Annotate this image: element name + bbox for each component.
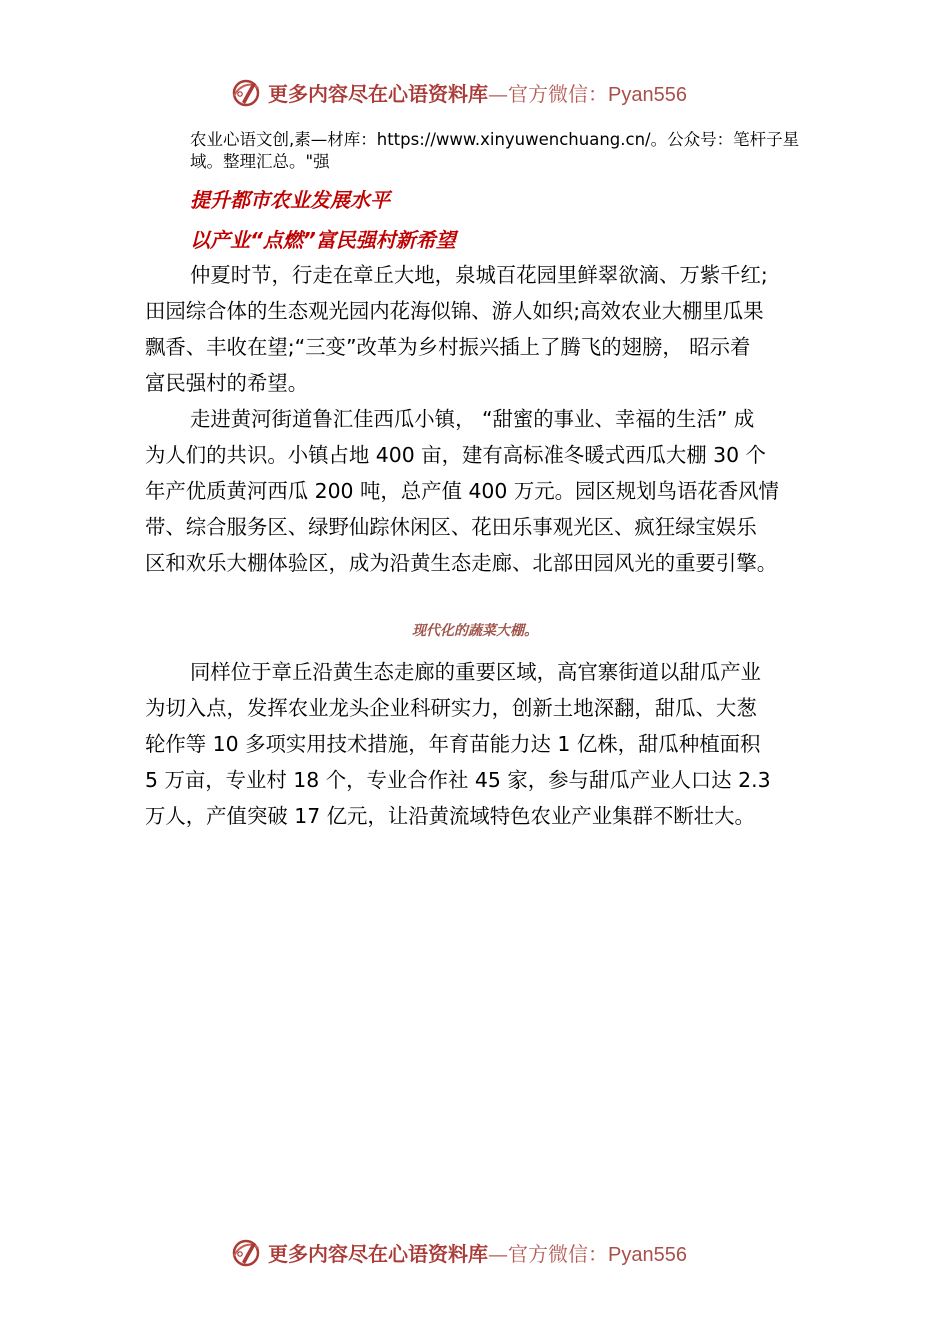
- banner-wechat-id: Pyan556: [608, 83, 687, 106]
- pen-swirl-logo-icon: [228, 1234, 264, 1270]
- banner-sub-text: —官方微信：: [488, 81, 608, 106]
- paragraph-2: [145, 401, 813, 581]
- image-caption: 现代化的蔬菜大棚。: [412, 623, 538, 639]
- banner-main-text: 更多内容尽在心语资料库: [268, 81, 488, 106]
- banner-wechat-id: Pyan556: [608, 1243, 687, 1266]
- paragraph-line: 年产优质黄河西瓜 200 吨，总产值 400 万元。园区规划鸟语花香风情: [145, 479, 779, 503]
- paragraph-line: 区和欢乐大棚体验区，成为沿黄生态走廊、北部田园风光的重要引擎。: [145, 551, 778, 575]
- pen-swirl-logo-icon: [228, 74, 264, 110]
- footer-banner: [228, 1232, 728, 1272]
- paragraph-line: 仲夏时节，行走在章丘大地，泉城百花园里鲜翠欲滴、万紫千红;: [190, 263, 768, 287]
- banner-text: [268, 78, 687, 107]
- banner-sub-text: —官方微信：: [488, 1241, 608, 1266]
- header-banner: [228, 72, 728, 112]
- paragraph-line: 走进黄河街道鲁汇佳西瓜小镇， “甜蜜的事业、幸福的生活” 成: [190, 407, 755, 431]
- paragraph-line: 带、综合服务区、绿野仙踪休闲区、花田乐事观光区、疯狂绿宝娱乐: [145, 515, 757, 539]
- paragraph-line: 为切入点，发挥农业龙头企业科研实力，创新土地深翻，甜瓜、大葱: [145, 696, 757, 720]
- paragraph-line: 5 万亩，专业村 18 个，专业合作社 45 家，参与甜瓜产业人口达 2.3: [145, 768, 771, 792]
- paragraph-3: [145, 654, 813, 834]
- paragraph-line: 飘香、丰收在望;“三变”改革为乡村振兴插上了腾飞的翅膀， 昭示着: [145, 335, 751, 359]
- source-note: 农业心语文创,素—材库：https://www.xinyuwenchuang.cn/。公众号：笔杆子星域。整理汇总。"强: [190, 130, 800, 171]
- paragraph-line: 同样位于章丘沿黄生态走廊的重要区域，高官寨街道以甜瓜产业: [190, 660, 761, 684]
- paragraph-line: 田园综合体的生态观光园内花海似锦、游人如织;高效农业大棚里瓜果: [145, 299, 764, 323]
- paragraph-line: 万人，产值突破 17 亿元，让沿黄流域特色农业产业集群不断壮大。: [145, 804, 755, 828]
- paragraph-line: 轮作等 10 多项实用技术措施，年育苗能力达 1 亿株，甜瓜种植面积: [145, 732, 761, 756]
- article-heading-1: 提升都市农业发展水平: [190, 188, 390, 212]
- banner-main-text: 更多内容尽在心语资料库: [268, 1241, 488, 1266]
- banner-text: [268, 1238, 687, 1267]
- article-heading-2: 以产业“点燃”富民强村新希望: [190, 228, 456, 252]
- paragraph-line: 富民强村的希望。: [145, 371, 309, 395]
- paragraph-1: [145, 257, 813, 401]
- paragraph-line: 为人们的共识。小镇占地 400 亩，建有高标准冬暖式西瓜大棚 30 个: [145, 443, 766, 467]
